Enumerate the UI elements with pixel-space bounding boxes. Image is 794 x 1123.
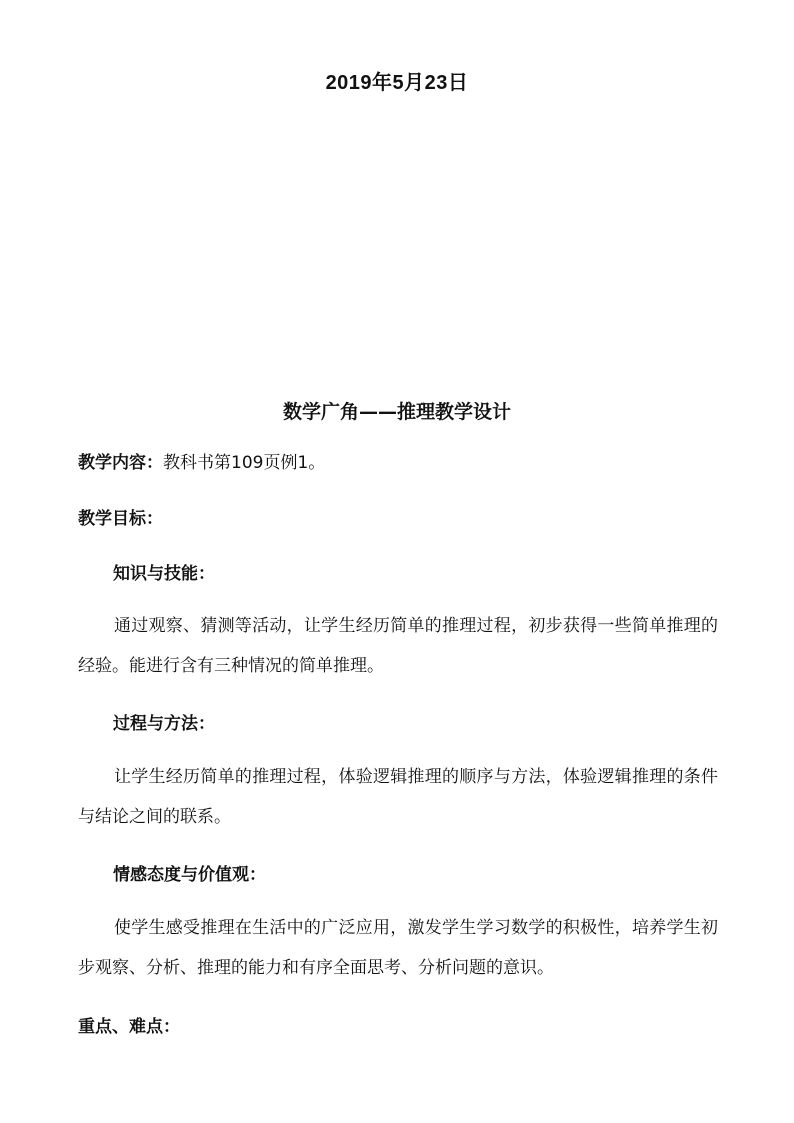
document-title: 数学广角——推理教学设计	[282, 401, 511, 423]
knowledge-skills-heading: 知识与技能：	[113, 564, 215, 584]
document-date: 2019年5月23日	[325, 72, 469, 94]
process-methods-paragraph: 让学生经历简单的推理过程，体验逻辑推理的顺序与方法，体验逻辑推理的条件与结论之间的联系。	[78, 767, 718, 827]
emotion-values-heading: 情感态度与价值观：	[113, 865, 266, 885]
teaching-objectives-label: 教学目标：	[78, 509, 163, 529]
teaching-content-text: 教科书第109页例1。	[163, 453, 326, 473]
process-methods-heading: 过程与方法：	[113, 714, 215, 734]
knowledge-skills-paragraph: 通过观察、猜测等活动，让学生经历简单的推理过程，初步获得一些简单推理的经验。能进行含有三种情况的简单推理。	[78, 616, 718, 676]
teaching-content-line	[78, 452, 325, 474]
emotion-values-paragraph: 使学生感受推理在生活中的广泛应用，激发学生学习数学的积极性，培养学生初步观察、分析、推理的能力和有序全面思考、分析问题的意识。	[78, 918, 718, 978]
key-points-label: 重点、难点：	[78, 1017, 180, 1037]
teaching-content-label: 教学内容：	[78, 453, 163, 473]
